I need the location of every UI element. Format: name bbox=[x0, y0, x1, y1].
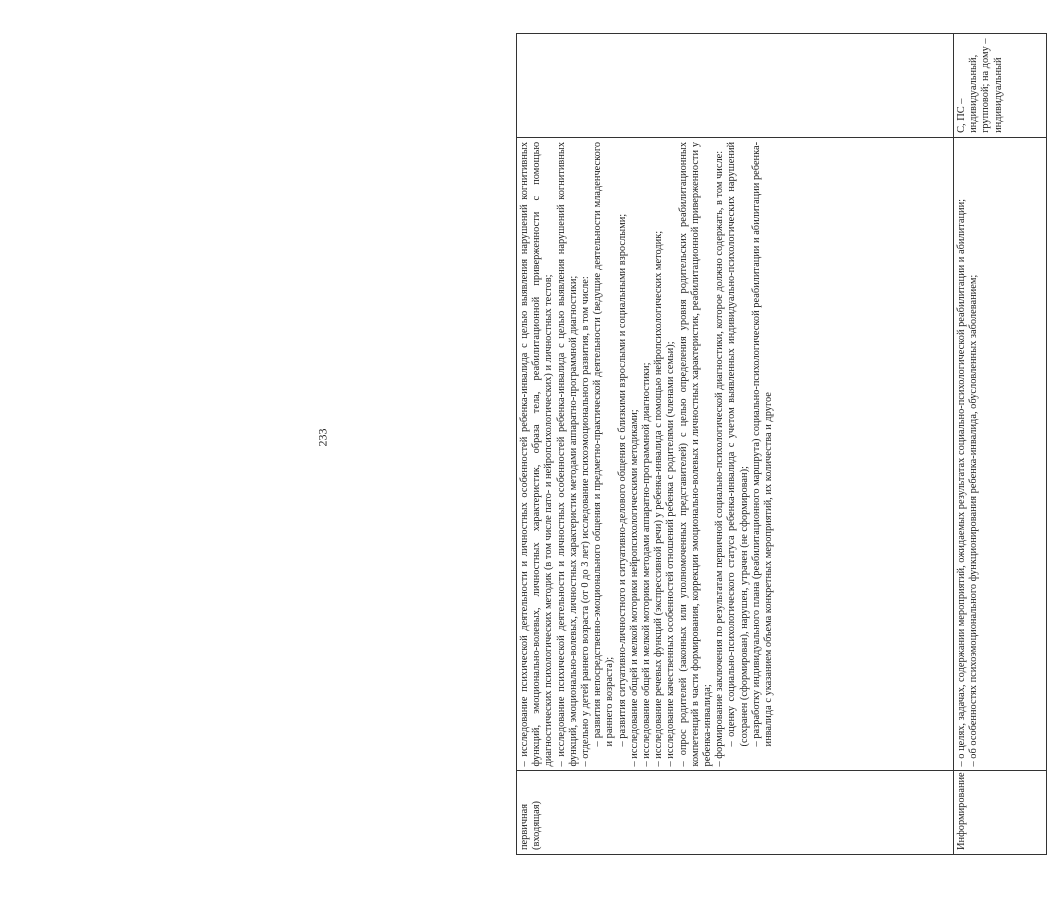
list-item: – исследование общей и мелкой моторики нейропсихологическими методиками; bbox=[628, 409, 640, 767]
list-item: – отдельно у детей раннего возраста (от 0 до 3 лет) исследование психоэмоционального развития, в том числе: bbox=[580, 276, 592, 767]
list-item: – развития ситуативно-личностного и ситуативно-делового общения с близкими взрослыми и социальными взрослыми; bbox=[616, 213, 628, 747]
table-row bbox=[517, 34, 954, 855]
list-item: – формирование заключения по результатам первичной социально-психологической диагностики, которое должно содержать, в том числе: bbox=[714, 150, 726, 767]
list-item: – исследование психической деятельности и личностных особенностей ребенка-инвалида с целью выявления нарушений когнитивных функций, эмоционально-волевых, личностных характеристик методами аппаратно-программной диагностики; bbox=[555, 141, 579, 767]
rotated-document bbox=[516, 33, 1043, 855]
list-item: – исследование речевых функций (экспрессивной речи) у ребенка-инвалида с помощью нейропсихологических методик; bbox=[653, 230, 665, 767]
table-row bbox=[954, 34, 1047, 855]
content-cell bbox=[954, 137, 1047, 771]
stage-cell bbox=[517, 771, 954, 855]
list-item: – о целях, задачах, содержании мероприятий, ожидаемых результатах социально-психологической реабилитации и абилитации; bbox=[956, 198, 967, 767]
stage-cell bbox=[954, 771, 1047, 855]
content-cell bbox=[517, 137, 954, 771]
stage-label: Информирование bbox=[956, 772, 967, 850]
form-cell: С, ПС – индивидуальный, групповой; на дому – индивидуальный bbox=[954, 34, 1047, 138]
stage-label: первичная bbox=[519, 803, 530, 850]
rehabilitation-table bbox=[516, 33, 1047, 855]
list-item: – разработку индивидуального плана (реабилитационного маршрута) социально-психологической реабилитации и абилитации ребенка-инвалида с указанием объема конкретных мероприятий, их количества и другое bbox=[750, 141, 775, 747]
list-item: – опрос родителей (законных или уполномоченных представителей) с целью определения уровня родительских реабилитационных компетенций в части формирования, коррекции эмоционально-волевых и личностных характеристик, реабилитационной приверженности у ребенка-инвалида; bbox=[677, 141, 714, 767]
stage-label: (входящая) bbox=[531, 801, 543, 850]
list-item: – исследование психической деятельности и личностных особенностей ребенка-инвалида с целью выявления нарушений когнитивных функций, эмоционально-волевых, личностных характеристик, образа тела, реабилитационной приверженности с помощью диагностических психологических методик (в том числе пато- и нейропсихологических) и личностных тестов; bbox=[519, 141, 555, 767]
form-cell bbox=[517, 34, 954, 138]
list-item: – развития непосредственно-эмоционального общения и предметно-практической деятельности (ведущие деятельности младенческого и раннего возраста); bbox=[592, 141, 616, 747]
list-item: – исследование качественных особенностей отношений ребенка с родителями (членами семьи); bbox=[665, 341, 677, 767]
list-item: – об особенностях психоэмоционального функционирования ребенка-инвалида, обусловленных заболеванием; bbox=[968, 274, 980, 767]
list-item: – оценку социально-психологического статуса ребенка-инвалида с учетом выявленных индивидуально-психологических нарушений (сохранен (сформирован), нарушен, утрачен (не сформирован); bbox=[726, 141, 750, 747]
list-item: – исследование общей и мелкой моторики методами аппаратно-программной диагностики; bbox=[641, 362, 653, 767]
page-number: 233 bbox=[315, 428, 330, 447]
